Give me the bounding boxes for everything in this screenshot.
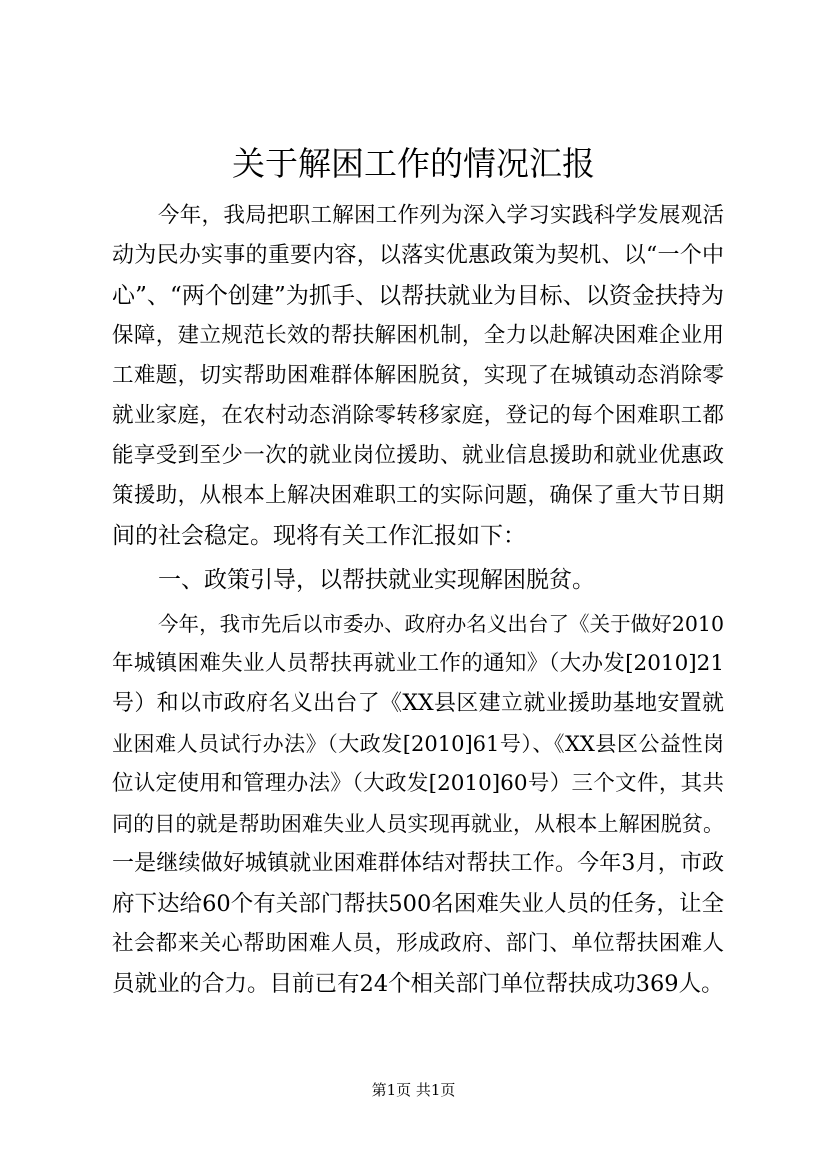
paragraph-3-line-4: 业困难人员试行办法》（大政发[2010]61号）、《XX县区公益性岗 [112,732,724,756]
section-heading-1: 一、政策引导，以帮扶就业实现解困脱贫。 [158,567,595,593]
paragraph-3-line-6: 同的目的就是帮助困难失业人员实现再就业，从根本上解困脱贫。 [112,812,724,836]
paragraph-3-line-8: 府下达给60个有关部门帮扶500名困难失业人员的任务，让全 [112,891,724,917]
paragraph-3-line-5: 位认定使用和管理办法》（大政发[2010]60号）三个文件，其共 [112,771,724,796]
paragraph-3-line-3: 号）和以市政府名义出台了《XX县区建立就业援助基地安置就 [112,691,724,716]
paragraph-3-line-10: 员就业的合力。目前已有24个相关部门单位帮扶成功369人。 [112,971,724,997]
paragraph-1-line-8: 策援助，从根本上解决困难职工的实际问题，确保了重大节日期 [112,483,724,508]
paragraph-3-line-1: 今年，我市先后以市委办、政府办名义出台了《关于做好2010 [158,612,724,636]
page-footer: 第1页 共1页 [371,1081,456,1099]
paragraph-1-line-9: 间的社会稳定。现将有关工作汇报如下： [112,523,526,549]
paragraph-1-line-7: 能享受到至少一次的就业岗位援助、就业信息援助和就业优惠政 [112,443,724,468]
paragraph-3-line-9: 社会都来关心帮助困难人员，形成政府、部门、单位帮扶困难人 [112,931,724,956]
paragraph-1-line-2: 动为民办实事的重要内容，以落实优惠政策为契机、以“一个中 [112,243,724,268]
paragraph-3-line-2: 年城镇困难失业人员帮扶再就业工作的通知》（大办发[2010]21 [112,651,724,676]
paragraph-1-line-5: 工难题，切实帮助困难群体解困脱贫，实现了在城镇动态消除零 [112,363,724,388]
paragraph-1-line-3: 心”、“两个创建”为抓手、以帮扶就业为目标、以资金扶持为 [112,283,724,309]
paragraph-3-line-7: 一是继续做好城镇就业困难群体结对帮扶工作。今年3月，市政 [112,851,724,876]
paragraph-1-line-6: 就业家庭，在农村动态消除零转移家庭，登记的每个困难职工都 [112,403,724,428]
paragraph-1-line-4: 保障，建立规范长效的帮扶解困机制，全力以赴解决困难企业用 [112,323,724,348]
document-title: 关于解困工作的情况汇报 [232,144,595,183]
paragraph-1-line-1: 今年，我局把职工解困工作列为深入学习实践科学发展观活 [158,203,724,228]
